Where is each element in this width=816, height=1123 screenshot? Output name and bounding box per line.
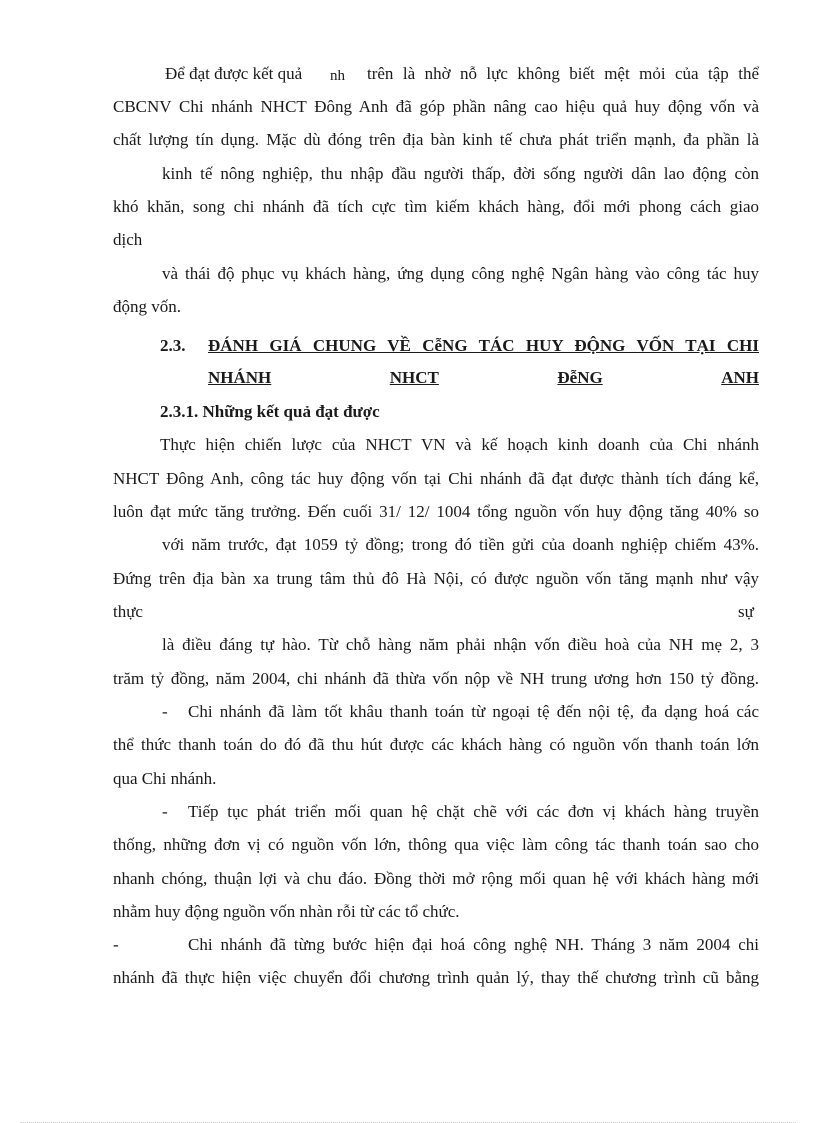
bullet-dash: - (162, 702, 168, 721)
para1-line1-fragment: nh (330, 68, 345, 84)
section-title-word: NHÁNH (208, 368, 272, 387)
para2-line4: với năm trước, đạt 1059 tỷ đồng; trong đó tiền gửi của doanh nghiệp chiếm 43%. (162, 535, 759, 554)
section-title-word: NHCT (389, 368, 439, 387)
para2-line5: Đứng trên địa bàn xa trung tâm thủ đô Hà Nội, có được nguồn vốn tăng mạnh như vậy (113, 569, 759, 588)
section-title-word: ĐễNG (557, 368, 603, 387)
para1-line5: khó khăn, song chi nhánh đã tích cực tìm kiếm khách hàng, đổi mới phong cách giao (113, 197, 759, 216)
bullet2-line1: Tiếp tục phát triển mối quan hệ chặt chẽ với các đơn vị khách hàng truyền (188, 802, 759, 821)
bullet-dash: - (162, 802, 168, 821)
bullet2-line2: thống, những đơn vị có nguồn vốn lớn, thông qua việc làm công tác thanh toán sao cho (113, 835, 759, 854)
para2-line2: NHCT Đông Anh, công tác huy động vốn tại Chi nhánh đã đạt được thành tích đáng kể, (113, 469, 759, 488)
section-title-line1: ĐÁNH GIÁ CHUNG VỀ CễNG TÁC HUY ĐỘNG VỐN TẠI CHI (208, 336, 759, 355)
bullet3-line2: nhánh đã thực hiện việc chuyển đổi chương trình quản lý, thay thế chương trình cũ bằng (113, 968, 759, 987)
bullet2-line4: nhằm huy động nguồn vốn nhàn rỗi từ các tổ chức. (113, 902, 460, 921)
para1-line1-part2: trên là nhờ nỗ lực không biết mệt mỏi của tập thể (367, 64, 759, 83)
section-number: 2.3. (160, 336, 186, 355)
para1-line6: dịch (113, 230, 143, 249)
para1-line3: chất lượng tín dụng. Mặc dù đóng trên địa bàn kinh tế chưa phát triển mạnh, đa phần là (113, 130, 759, 149)
section-title-word: ANH (721, 368, 759, 387)
bullet1-line3: qua Chi nhánh. (113, 769, 217, 788)
para2-line7: là điều đáng tự hào. Từ chỗ hàng năm phải nhận vốn điều hoà của NH mẹ 2, 3 (162, 635, 759, 654)
para2-line1: Thực hiện chiến lược của NHCT VN và kế hoạch kinh doanh của Chi nhánh (160, 435, 759, 454)
bullet-dash: - (113, 935, 119, 954)
bullet1-line1: Chi nhánh đã làm tốt khâu thanh toán từ ngoại tệ đến nội tệ, đa dạng hoá các (188, 702, 759, 721)
para1-line2: CBCNV Chi nhánh NHCT Đông Anh đã góp phần nâng cao hiệu quả huy động vốn và (113, 97, 759, 116)
subsection-title: 2.3.1. Những kết quả đạt được (160, 402, 380, 421)
para2-line8: trăm tỷ đồng, năm 2004, chi nhánh đã thừa vốn nộp về NH trung ương hơn 150 tỷ đồng. (113, 669, 759, 688)
para2-line6-start: thực (113, 602, 143, 621)
para1-line4: kinh tế nông nghiệp, thu nhập đầu người thấp, đời sống người dân lao động còn (162, 164, 759, 183)
section-title-line2 (208, 368, 759, 388)
para1-line1-part1: Để đạt được kết quả (165, 64, 303, 83)
bullet2-line3: nhanh chóng, thuận lợi và chu đáo. Đồng thời mở rộng mối quan hệ với khách hàng mới (113, 869, 759, 888)
bullet1-line2: thể thức thanh toán do đó đã thu hút được các khách hàng có nguồn vốn thanh toán lớn (113, 735, 759, 754)
para2-line6-end: sự (738, 602, 754, 621)
para2-line3: luôn đạt mức tăng trưởng. Đến cuối 31/ 12/ 1004 tổng nguồn vốn huy động tăng 40% so (113, 502, 759, 521)
bullet3-line1: Chi nhánh đã từng bước hiện đại hoá công nghệ NH. Tháng 3 năm 2004 chi (188, 935, 759, 954)
para1-line8: động vốn. (113, 297, 181, 316)
para1-line7: và thái độ phục vụ khách hàng, ứng dụng công nghệ Ngân hàng vào công tác huy (162, 264, 759, 283)
